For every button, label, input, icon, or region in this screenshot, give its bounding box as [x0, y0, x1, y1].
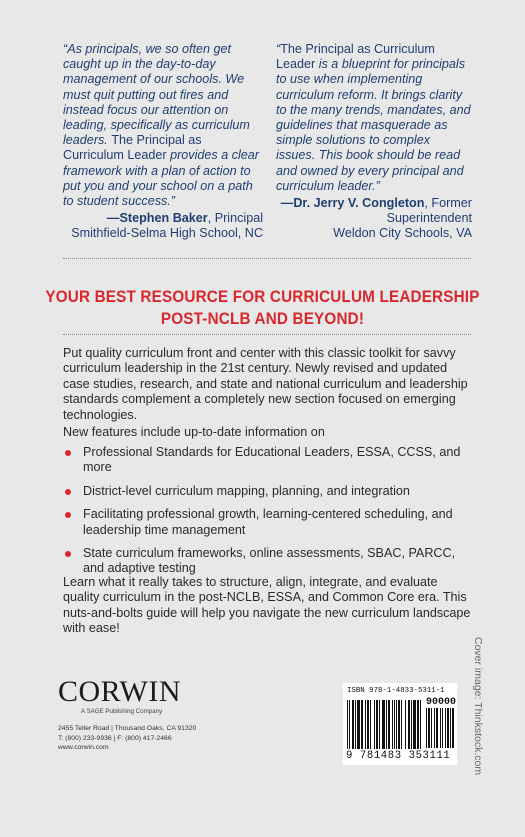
testimonial-attribution: —Dr. Jerry V. Congleton, Former Superintendent Weldon City Schools, VA — [276, 196, 472, 242]
barcode-bar — [382, 700, 385, 749]
isbn-text: ISBN 978-1-4833-5311-1 — [347, 687, 445, 695]
barcode-bar — [376, 700, 378, 749]
barcode-bar — [440, 708, 441, 748]
barcode-bar — [392, 700, 393, 749]
barcode-bar — [431, 708, 432, 748]
price-code: 90000 — [426, 697, 457, 708]
barcode-bar — [386, 700, 387, 749]
features-list — [63, 445, 473, 585]
barcode-bar — [355, 700, 356, 749]
barcode-bar — [405, 700, 406, 749]
testimonial-text: “As principals, we so often get caught up in the day-to-day management of our schools. We must quit putting out fires and instead focus our attention on leading, specifically as curriculum leaders. The Principal as Curriculum Leader provides a clear framework with a plan of action to put you and your school on a path to student success.” — [63, 42, 259, 209]
bullet-icon — [65, 551, 71, 557]
intro-paragraph: Put quality curriculum front and center with this classic toolkit for savvy curriculum leadership in the 21st century. Newly revised and updated case studies, research, and state and national curriculum and leadership standards complement a completely new section focused on emerging technologies. — [63, 346, 468, 422]
publisher-logo — [58, 677, 198, 715]
price-barcode-bars — [426, 708, 454, 748]
barcode-bars — [347, 700, 423, 749]
barcode-bar — [408, 700, 410, 749]
bullet-icon — [65, 489, 71, 495]
barcode-bar — [411, 700, 412, 749]
list-item: Professional Standards for Educational Leaders, ESSA, CCSS, and more — [63, 445, 473, 476]
testimonial-left — [63, 42, 263, 242]
barcode-bar — [398, 700, 400, 749]
barcode-bar — [452, 708, 454, 748]
barcode-bar — [428, 708, 430, 748]
barcode-bar — [401, 700, 402, 749]
barcode-bar — [367, 700, 369, 749]
barcode-bar — [365, 700, 366, 749]
barcode-bar — [417, 700, 419, 749]
barcode-bar — [436, 708, 438, 748]
list-item: State curriculum frameworks, online assessments, SBAC, PARCC, and adaptive testing — [63, 546, 473, 577]
barcode-bar — [370, 700, 371, 749]
barcode-bar — [349, 700, 350, 749]
barcode-bar — [388, 700, 390, 749]
barcode-bar — [426, 708, 427, 748]
publisher-address: 2455 Teller Road | Thousand Oaks, CA 91320 T: (800) 233-9936 | F: (800) 417-2466 www.corwin.com — [58, 725, 197, 751]
book-title-ref: The Principal as Curriculum Leader — [276, 42, 435, 72]
barcode-bar — [434, 708, 435, 748]
dotted-divider-bottom — [63, 334, 471, 335]
barcode-bar — [442, 708, 443, 748]
logo-wordmark: CORWIN — [58, 675, 181, 708]
barcode-bar — [445, 708, 446, 748]
dotted-divider-top — [63, 258, 471, 259]
barcode-bar — [413, 700, 416, 749]
barcode-bar — [447, 708, 449, 748]
ean-number: 9 781483 353111 — [346, 750, 451, 762]
list-item: Facilitating professional growth, learning-centered scheduling, and leadership time management — [63, 507, 473, 538]
isbn-barcode — [343, 683, 457, 765]
list-item: District-level curriculum mapping, planning, and integration — [63, 484, 473, 499]
features-lead: New features include up-to-date information on — [63, 425, 325, 439]
testimonial-attribution: —Stephen Baker, Principal Smithfield-Selma High School, NC — [63, 211, 263, 241]
testimonial-right — [276, 42, 472, 242]
testimonial-author: —Stephen Baker — [106, 211, 208, 226]
logo-tagline: A SAGE Publishing Company — [81, 708, 163, 715]
book-title-ref: The Principal as Curriculum Leader — [63, 133, 202, 163]
cover-image-credit: Cover image: Thinkstock.com — [472, 637, 484, 776]
testimonial-affiliation: Smithfield-Selma High School, NC — [71, 226, 263, 241]
testimonial-text: “The Principal as Curriculum Leader is a blueprint for principals to use when implementing curriculum reform. It brings clarity to the many trends, mandates, and guidelines that masquerade as simple solutions to complex issues. This book should be read and owned by every principal and curriculum leader.” — [276, 42, 471, 193]
barcode-bar — [347, 700, 348, 749]
barcode-bar — [374, 700, 375, 749]
headline: YOUR BEST RESOURCE FOR CURRICULUM LEADERSHIP POST-NCLB AND BEYOND! — [45, 288, 480, 328]
barcode-bar — [394, 700, 395, 749]
testimonial-author: —Dr. Jerry V. Congleton — [280, 196, 425, 211]
bullet-icon — [65, 450, 71, 456]
barcode-bar — [396, 700, 397, 749]
barcode-bar — [420, 700, 421, 749]
closing-paragraph: Learn what it really takes to structure, align, integrate, and evaluate quality curriculum in the post-NCLB, ESSA, and Common Core era. This nuts-and-bolts guide will help you navigate the new curriculum landscape with ease! — [63, 575, 471, 636]
barcode-bar — [352, 700, 354, 749]
barcode-bar — [357, 700, 360, 749]
barcode-bar — [361, 700, 363, 749]
barcode-bar — [450, 708, 451, 748]
bullet-icon — [65, 512, 71, 518]
barcode-bar — [379, 700, 380, 749]
testimonial-affiliation: Weldon City Schools, VA — [333, 226, 472, 241]
